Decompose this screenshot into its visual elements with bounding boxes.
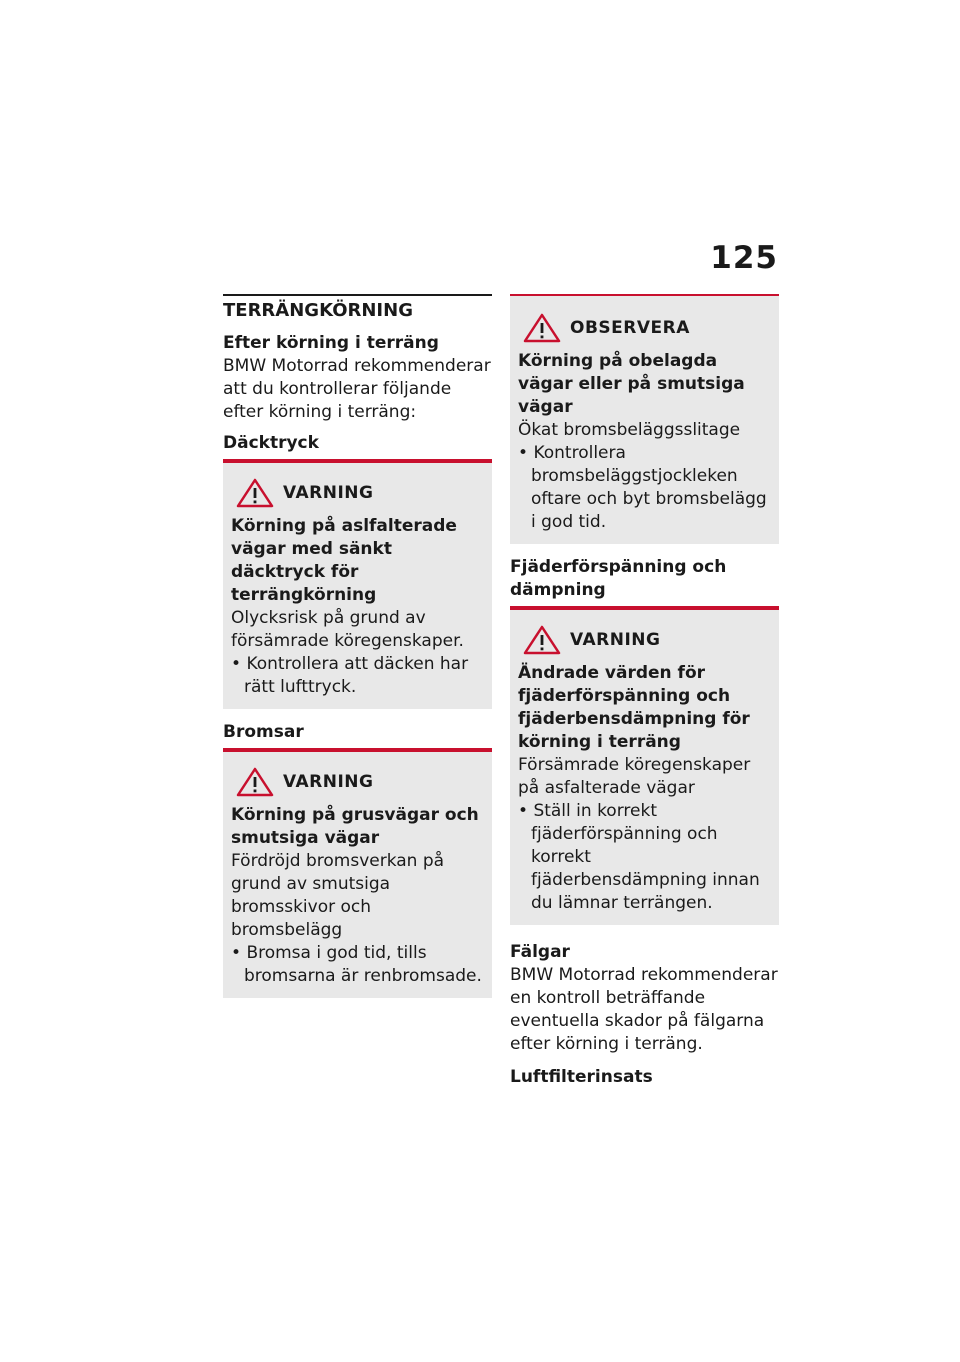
tyre-heading: Däcktryck	[223, 432, 492, 461]
notice-text: Försämrade köregenskaper på asfalterade vägar	[518, 755, 751, 798]
notice-bullet: • Ställ in korrekt fjäderförspänning och korrekt fjäderbensdämpning innan du lämnar terrängen.	[518, 800, 771, 915]
tyre-warning-notice	[223, 461, 492, 709]
notice-head	[518, 624, 771, 656]
rims-heading: Fälgar	[510, 942, 570, 962]
warning-triangle-icon	[522, 624, 562, 656]
notice-text: Fördröjd bromsverkan på grund av smutsiga bromsskivor och bromsbelägg	[231, 851, 445, 940]
intro-title: Efter körning i terräng	[223, 333, 439, 353]
notice-bullet: • Kontrollera bromsbeläggstjockleken oftare och byt bromsbelägg i god tid.	[518, 442, 771, 534]
left-column	[223, 294, 492, 998]
notice-head	[231, 477, 484, 509]
warning-triangle-icon	[522, 312, 562, 344]
notice-text: Ökat bromsbeläggsslitage	[518, 420, 741, 440]
notice-text: Olycksrisk på grund av försämrade köregenskaper.	[231, 608, 464, 651]
rims-text: BMW Motorrad rekommenderar en kontroll beträffande eventuella skador på fälgarna efter körning i terräng.	[510, 965, 778, 1054]
notice-title: Körning på grusvägar och smutsiga vägar	[231, 805, 479, 848]
notice-bullet: • Bromsa i god tid, tills bromsarna är renbromsade.	[231, 942, 484, 988]
notice-label: VARNING	[283, 483, 374, 503]
right-column	[510, 294, 779, 1089]
notice-label: VARNING	[283, 772, 374, 792]
brakes-warning-notice	[223, 750, 492, 998]
warning-triangle-icon	[235, 477, 275, 509]
intro-text: BMW Motorrad rekommenderar att du kontrollerar följande efter körning i terräng:	[223, 356, 491, 422]
notice-label: VARNING	[570, 630, 661, 650]
warning-triangle-icon	[235, 766, 275, 798]
notice-title: Körning på aslfalterade vägar med sänkt däcktryck för terrängkörning	[231, 516, 457, 605]
section-title: TERRÄNGKÖRNING	[223, 294, 492, 324]
notice-title: Ändrade värden för fjäderförspänning och fjäderbensdämpning för körning i terräng	[518, 663, 750, 752]
notice-head	[231, 766, 484, 798]
page-number: 125	[710, 240, 778, 276]
notice-title: Körning på obelagda vägar eller på smutsiga vägar	[518, 351, 745, 417]
notice-head	[518, 312, 771, 344]
observe-notice	[510, 294, 779, 544]
air-filter-heading: Luftfilterinsats	[510, 1067, 653, 1087]
suspension-heading: Fjäderförspänning och dämpning	[510, 556, 779, 608]
notice-bullet: • Kontrollera att däcken har rätt lufttryck.	[231, 653, 484, 699]
brakes-heading: Bromsar	[223, 721, 492, 750]
notice-label: OBSERVERA	[570, 318, 690, 338]
suspension-warning-notice	[510, 608, 779, 925]
